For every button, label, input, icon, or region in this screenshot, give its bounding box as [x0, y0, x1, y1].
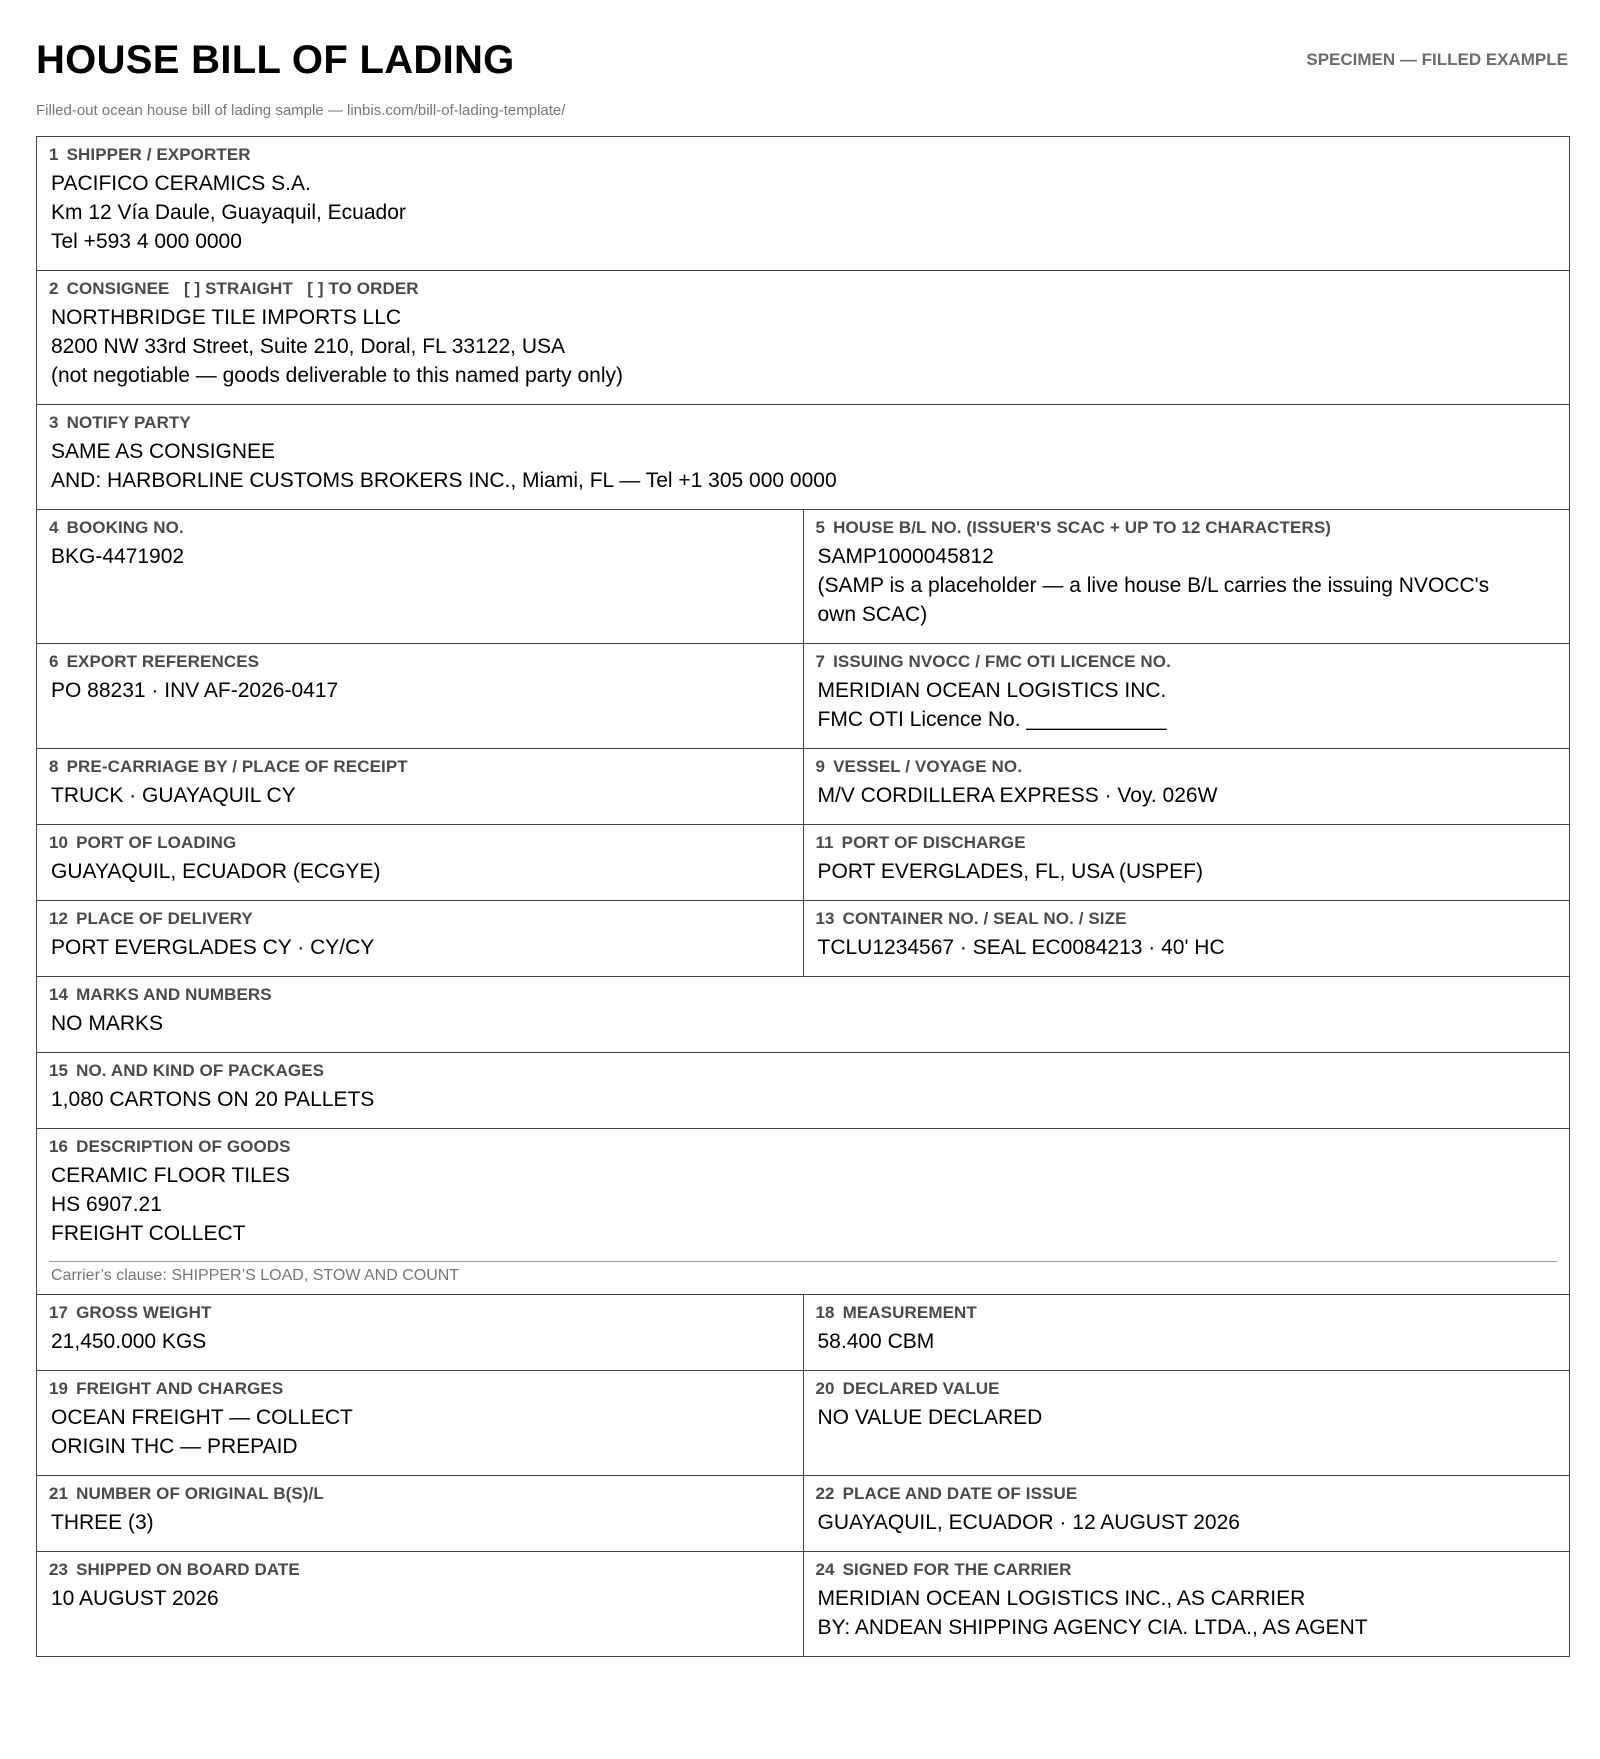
box-value-line: BY: ANDEAN SHIPPING AGENCY CIA. LTDA., AS AGENT [817, 1616, 1368, 1639]
box-value-line: SAME AS CONSIGNEE [51, 440, 276, 463]
box-value-line: 58.400 CBM [817, 1330, 935, 1353]
box-value-line: CERAMIC FLOOR TILES [51, 1164, 290, 1187]
box-value [49, 781, 791, 810]
box-value-line: (not negotiable — goods deliverable to this named party only) [51, 364, 624, 387]
box-value-line: PACIFICO CERAMICS S.A. [51, 172, 311, 195]
box-notify-party [37, 405, 1569, 509]
box-value-line: PORT EVERGLADES, FL, USA (USPEF) [817, 860, 1203, 883]
box-label [816, 652, 1558, 672]
box-number: 13 [815, 909, 835, 928]
box-house-bl-no [803, 510, 1570, 643]
box-label-text: BOOKING NO. [66, 518, 184, 537]
box-label-text: PORT OF LOADING [76, 833, 237, 852]
box-value [816, 1327, 1558, 1356]
box-label-text: CONTAINER NO. / SEAL NO. / SIZE [842, 909, 1127, 928]
box-label [49, 1484, 791, 1504]
box-value [49, 933, 791, 962]
box-number: 19 [49, 1379, 69, 1398]
box-number: 18 [815, 1303, 835, 1322]
box-value [49, 1085, 1557, 1114]
document-subtitle: Filled-out ocean house bill of lading sample — linbis.com/bill-of-lading-template/ [36, 102, 566, 119]
box-value [49, 676, 791, 705]
box-value-line: FREIGHT COLLECT [51, 1222, 246, 1245]
form-row [37, 1475, 1569, 1551]
box-number: 7 [815, 652, 826, 671]
form-row [37, 1052, 1569, 1128]
form-row [37, 1128, 1569, 1294]
box-number: 16 [49, 1137, 69, 1156]
box-value [816, 1403, 1558, 1432]
box-label-text: PRE-CARRIAGE BY / PLACE OF RECEIPT [66, 757, 408, 776]
box-number: 17 [49, 1303, 69, 1322]
box-value [816, 1584, 1558, 1642]
box-label-text: SHIPPED ON BOARD DATE [76, 1560, 300, 1579]
form-row [37, 270, 1569, 404]
box-label [49, 1061, 1557, 1081]
box-value-line: M/V CORDILLERA EXPRESS · Voy. 026W [817, 784, 1218, 807]
box-value-line: (SAMP is a placeholder — a live house B/L carries the issuing NVOCC's [817, 574, 1490, 597]
box-number: 6 [49, 652, 59, 671]
box-original-bl-count [37, 1476, 803, 1551]
box-label [49, 1379, 791, 1399]
box-value-line: Km 12 Vía Daule, Guayaquil, Ecuador [51, 201, 406, 224]
box-number: 23 [49, 1560, 69, 1579]
box-label-text: HOUSE B/L NO. (ISSUER'S SCAC + UP TO 12 CHARACTERS) [833, 518, 1332, 537]
box-number: 3 [49, 413, 59, 432]
box-label [49, 833, 791, 853]
form-row [37, 824, 1569, 900]
box-value [816, 542, 1558, 629]
box-label [816, 1303, 1558, 1323]
box-value-line: AND: HARBORLINE CUSTOMS BROKERS INC., Miami, FL — Tel +1 305 000 0000 [51, 469, 837, 492]
box-value [49, 1584, 791, 1613]
box-value [49, 303, 1557, 390]
box-label [49, 518, 791, 538]
box-value [49, 169, 1557, 256]
box-value [49, 437, 1557, 495]
box-place-of-delivery [37, 901, 803, 976]
box-label-text: GROSS WEIGHT [76, 1303, 212, 1322]
form-row [37, 509, 1569, 643]
box-value-line: NO VALUE DECLARED [817, 1406, 1043, 1429]
box-value-line: GUAYAQUIL, ECUADOR · 12 AUGUST 2026 [817, 1511, 1240, 1534]
box-value-line: SAMP1000045812 [817, 545, 994, 568]
box-label-text: CONSIGNEE [ ] STRAIGHT [ ] TO ORDER [66, 279, 419, 298]
box-label-text: PLACE AND DATE OF ISSUE [842, 1484, 1078, 1503]
box-value-line: PORT EVERGLADES CY · CY/CY [51, 936, 375, 959]
box-value-line: ORIGIN THC — PREPAID [51, 1435, 298, 1458]
box-value-line: 8200 NW 33rd Street, Suite 210, Doral, FL 33122, USA [51, 335, 565, 358]
box-label-text: PORT OF DISCHARGE [841, 833, 1026, 852]
box-label-text: MEASUREMENT [842, 1303, 977, 1322]
box-value [816, 676, 1558, 734]
box-label [49, 909, 791, 929]
box-number: 12 [49, 909, 69, 928]
box-number: 9 [815, 757, 826, 776]
box-value-line: 21,450.000 KGS [51, 1330, 207, 1353]
box-label [49, 1137, 1557, 1157]
box-label-text: EXPORT REFERENCES [66, 652, 260, 671]
box-container-seal-size [803, 901, 1570, 976]
box-label-text: MARKS AND NUMBERS [76, 985, 272, 1004]
box-value-line: NORTHBRIDGE TILE IMPORTS LLC [51, 306, 402, 329]
box-value [49, 1161, 1557, 1248]
box-label [49, 985, 1557, 1005]
carrier-clause: Carrier’s clause: SHIPPER’S LOAD, STOW AND COUNT [49, 1261, 1557, 1286]
box-label [816, 833, 1558, 853]
box-label-text: PLACE OF DELIVERY [76, 909, 253, 928]
box-label [49, 279, 1557, 299]
box-signed-for-carrier [803, 1552, 1570, 1656]
form-row [37, 748, 1569, 824]
box-value-line: MERIDIAN OCEAN LOGISTICS INC., AS CARRIER [817, 1587, 1306, 1610]
box-port-of-discharge [803, 825, 1570, 900]
box-value-line: HS 6907.21 [51, 1193, 162, 1216]
box-gross-weight [37, 1295, 803, 1370]
form-row [37, 976, 1569, 1052]
box-value-line: MERIDIAN OCEAN LOGISTICS INC. [817, 679, 1167, 702]
form-row [37, 1294, 1569, 1370]
box-label-text: SHIPPER / EXPORTER [66, 145, 251, 164]
box-label [49, 1560, 791, 1580]
box-label [816, 1560, 1558, 1580]
box-measurement [803, 1295, 1570, 1370]
specimen-label: SPECIMEN — FILLED EXAMPLE [1306, 50, 1568, 69]
box-value [816, 781, 1558, 810]
box-label [49, 145, 1557, 165]
form-row [37, 137, 1569, 270]
box-value-line: BKG-4471902 [51, 545, 185, 568]
box-value [816, 857, 1558, 886]
box-number: 21 [49, 1484, 69, 1503]
box-label-text: ISSUING NVOCC / FMC OTI LICENCE NO. [833, 652, 1171, 671]
box-label [816, 909, 1558, 929]
box-number: 1 [49, 145, 59, 164]
box-label-text: NO. AND KIND OF PACKAGES [76, 1061, 325, 1080]
box-number: 2 [49, 279, 59, 298]
box-value-line: PO 88231 · INV AF-2026-0417 [51, 679, 339, 702]
box-label-text: NOTIFY PARTY [66, 413, 191, 432]
box-value-line: FMC OTI Licence No. ____________ [817, 708, 1167, 731]
box-number: 22 [815, 1484, 835, 1503]
box-label-text: FREIGHT AND CHARGES [76, 1379, 284, 1398]
box-value-line: Tel +593 4 000 0000 [51, 230, 242, 253]
box-consignee [37, 271, 1569, 404]
box-vessel-voyage [803, 749, 1570, 824]
box-value-line: THREE (3) [51, 1511, 154, 1534]
box-label [49, 1303, 791, 1323]
box-value-line: 10 AUGUST 2026 [51, 1587, 219, 1610]
box-label [49, 413, 1557, 433]
document-title: HOUSE BILL OF LADING [36, 38, 515, 82]
box-number: 5 [815, 518, 826, 537]
box-value [49, 1009, 1557, 1038]
box-number: 8 [49, 757, 59, 776]
box-value-line: TCLU1234567 · SEAL EC0084213 · 40' HC [817, 936, 1225, 959]
box-number: 14 [49, 985, 69, 1004]
box-marks-and-numbers [37, 977, 1569, 1052]
box-value [49, 542, 791, 571]
box-value [816, 1508, 1558, 1537]
box-shipped-on-board-date [37, 1552, 803, 1656]
form-row [37, 643, 1569, 748]
form-row [37, 404, 1569, 509]
box-number: 4 [49, 518, 59, 537]
box-label [816, 757, 1558, 777]
box-label [816, 1379, 1558, 1399]
box-value-line: 1,080 CARTONS ON 20 PALLETS [51, 1088, 375, 1111]
box-label [816, 1484, 1558, 1504]
box-number: 10 [49, 833, 69, 852]
box-label [49, 652, 791, 672]
box-port-of-loading [37, 825, 803, 900]
document-header [36, 36, 1568, 136]
box-label-text: NUMBER OF ORIGINAL B(S)/L [76, 1484, 324, 1503]
form-row [37, 1370, 1569, 1475]
box-label-text: VESSEL / VOYAGE NO. [833, 757, 1023, 776]
box-freight-and-charges [37, 1371, 803, 1475]
box-value-line: OCEAN FREIGHT — COLLECT [51, 1406, 353, 1429]
box-place-date-of-issue [803, 1476, 1570, 1551]
box-label [49, 757, 791, 777]
box-label-text: DESCRIPTION OF GOODS [76, 1137, 291, 1156]
box-issuing-nvocc [803, 644, 1570, 748]
box-label-text: SIGNED FOR THE CARRIER [842, 1560, 1072, 1579]
bill-of-lading-form [36, 136, 1570, 1657]
form-row [37, 900, 1569, 976]
box-value-line: NO MARKS [51, 1012, 164, 1035]
box-label [816, 518, 1558, 538]
box-description-of-goods [37, 1129, 1569, 1294]
box-export-references [37, 644, 803, 748]
box-value-line: TRUCK · GUAYAQUIL CY [51, 784, 296, 807]
box-declared-value [803, 1371, 1570, 1475]
box-value [49, 1508, 791, 1537]
form-row [37, 1551, 1569, 1656]
box-shipper-exporter [37, 137, 1569, 270]
box-value [49, 1403, 791, 1461]
box-number: 15 [49, 1061, 69, 1080]
box-value-line: own SCAC) [817, 603, 928, 626]
box-value-line: GUAYAQUIL, ECUADOR (ECGYE) [51, 860, 381, 883]
box-label-text: DECLARED VALUE [842, 1379, 1000, 1398]
box-value [49, 1327, 791, 1356]
box-pre-carriage [37, 749, 803, 824]
box-number: 20 [815, 1379, 835, 1398]
box-packages [37, 1053, 1569, 1128]
box-number: 24 [815, 1560, 835, 1579]
box-booking-no [37, 510, 803, 643]
box-value [49, 857, 791, 886]
box-value [816, 933, 1558, 962]
box-number: 11 [815, 833, 834, 852]
